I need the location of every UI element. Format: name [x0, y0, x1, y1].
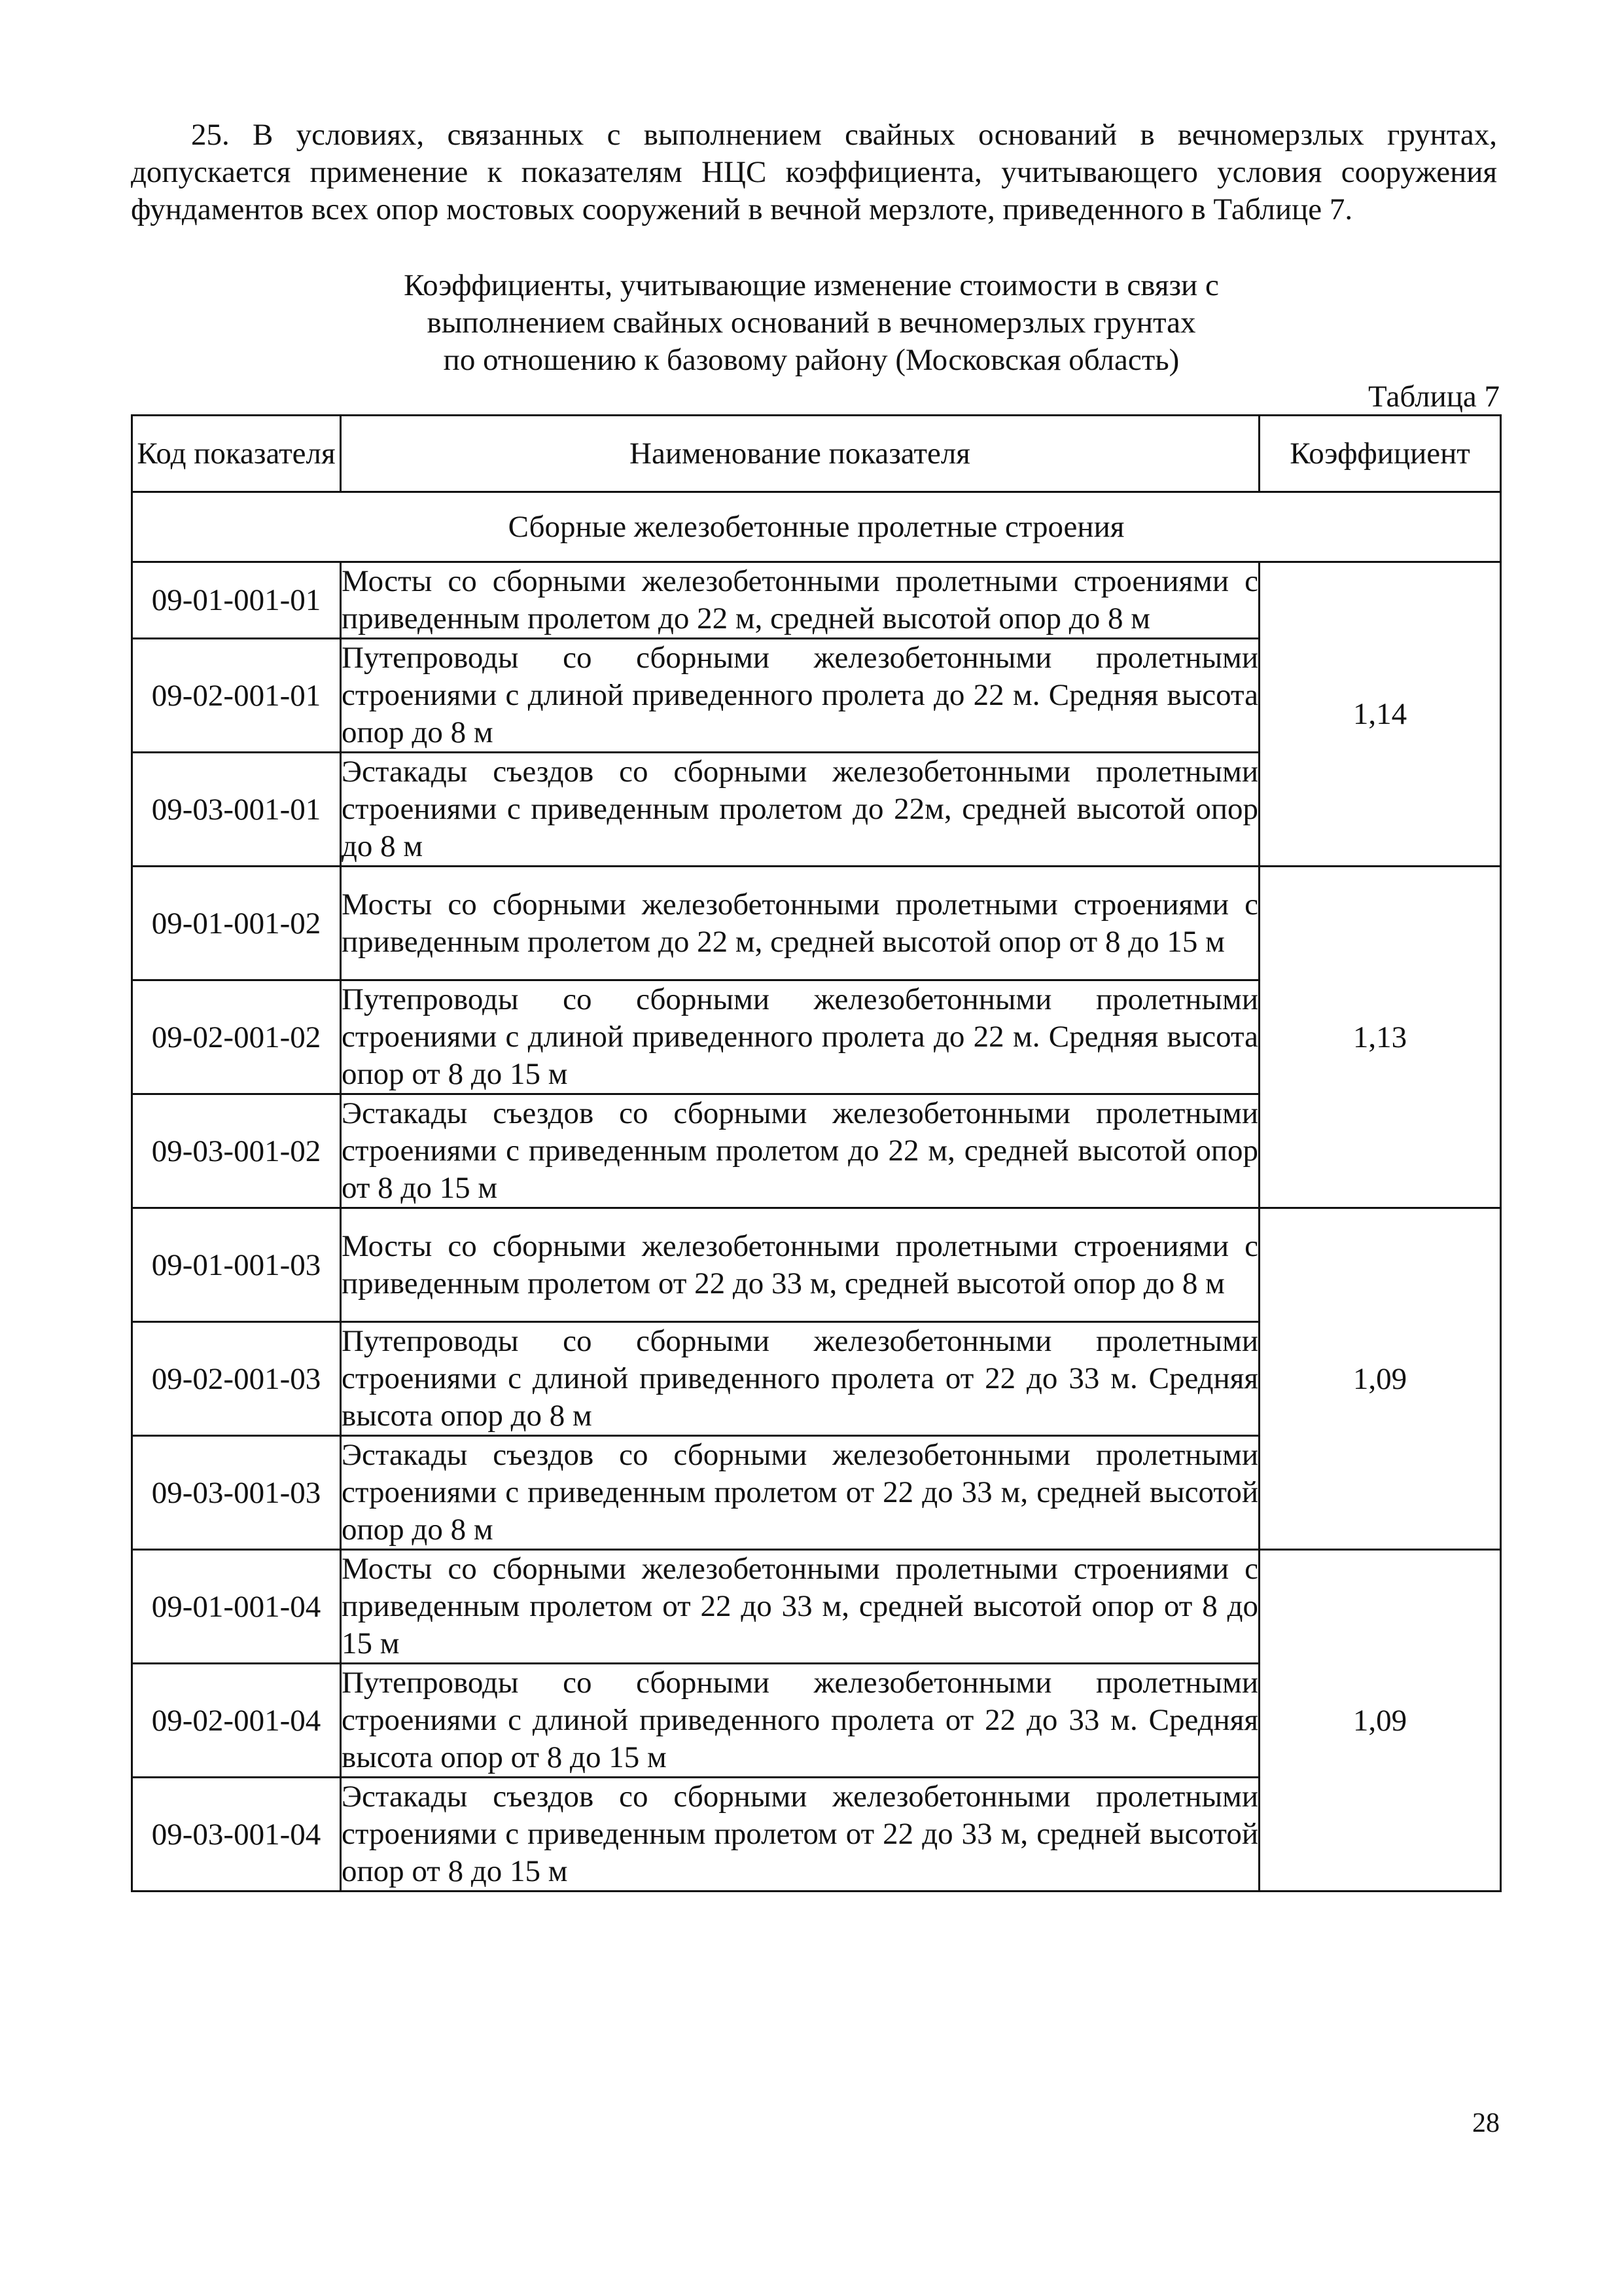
row-code: 09-02-001-02	[132, 980, 341, 1094]
row-name: Эстакады съездов со сборными железобетонными пролетными строениями с приведенным пролетом до 22м, средней высотой опор до 8 м	[341, 753, 1260, 867]
caption-line-1: Коэффициенты, учитывающие изменение стоимости в связи с	[404, 268, 1219, 302]
row-name: Эстакады съездов со сборными железобетонными пролетными строениями с приведенным пролетом от 22 до 33 м, средней высотой опор до 8 м	[341, 1436, 1260, 1550]
caption-line-3: по отношению к базовому району (Московская область)	[443, 343, 1180, 377]
row-name: Мосты со сборными железобетонными пролетными строениями с приведенным пролетом до 22 м, средней высотой опор до 8 м	[341, 562, 1260, 639]
page-number: 28	[1472, 2108, 1500, 2138]
table-row	[132, 1550, 1501, 1664]
row-coefficient: 1,09	[1260, 1208, 1501, 1550]
row-name: Путепроводы со сборными железобетонными пролетными строениями с длиной приведенного пролета до 22 м. Средняя высота опор от 8 до 15 м	[341, 980, 1260, 1094]
table-label: Таблица 7	[1368, 380, 1500, 414]
row-code: 09-03-001-01	[132, 753, 341, 867]
row-code: 09-03-001-04	[132, 1778, 341, 1892]
coefficient-table	[131, 414, 1502, 1892]
row-coefficient: 1,14	[1260, 562, 1501, 867]
row-code: 09-02-001-03	[132, 1322, 341, 1436]
row-code: 09-03-001-03	[132, 1436, 341, 1550]
row-code: 09-02-001-01	[132, 639, 341, 753]
header-coefficient: Коэффициент	[1260, 416, 1501, 492]
table-row	[132, 1208, 1501, 1322]
table-row	[132, 562, 1501, 639]
row-name: Мосты со сборными железобетонными пролетными строениями с приведенным пролетом до 22 м, средней высотой опор от 8 до 15 м	[341, 867, 1260, 980]
table-caption	[353, 267, 1269, 379]
row-code: 09-02-001-04	[132, 1664, 341, 1778]
row-name: Мосты со сборными железобетонными пролетными строениями с приведенным пролетом от 22 до 33 м, средней высотой опор от 8 до 15 м	[341, 1550, 1260, 1664]
row-name: Эстакады съездов со сборными железобетонными пролетными строениями с приведенным пролетом от 22 до 33 м, средней высотой опор от 8 до 15 м	[341, 1778, 1260, 1892]
caption-line-2: выполнением свайных оснований в вечномерзлых грунтах	[427, 306, 1196, 340]
row-coefficient: 1,09	[1260, 1550, 1501, 1892]
header-code: Код показателя	[132, 416, 341, 492]
row-name: Путепроводы со сборными железобетонными пролетными строениями с длиной приведенного пролета до 22 м. Средняя высота опор до 8 м	[341, 639, 1260, 753]
row-code: 09-01-001-03	[132, 1208, 341, 1322]
row-code: 09-01-001-02	[132, 867, 341, 980]
row-name: Путепроводы со сборными железобетонными пролетными строениями с длиной приведенного пролета от 22 до 33 м. Средняя высота опор до 8 м	[341, 1322, 1260, 1436]
intro-paragraph: 25. В условиях, связанных с выполнением свайных оснований в вечномерзлых грунтах, допускается применение к показателям НЦС коэффициента, учитывающего условия сооружения фундаментов всех опор мостовых сооружений в вечной мерзлоте, приведенного в Таблице 7.	[131, 118, 1497, 226]
row-coefficient: 1,13	[1260, 867, 1501, 1208]
row-code: 09-03-001-02	[132, 1094, 341, 1208]
section-heading: Сборные железобетонные пролетные строения	[132, 492, 1501, 562]
row-name: Мосты со сборными железобетонными пролетными строениями с приведенным пролетом от 22 до 33 м, средней высотой опор до 8 м	[341, 1208, 1260, 1322]
row-code: 09-01-001-01	[132, 562, 341, 639]
table-row	[132, 867, 1501, 980]
row-code: 09-01-001-04	[132, 1550, 341, 1664]
row-name: Путепроводы со сборными железобетонными пролетными строениями с длиной приведенного пролета от 22 до 33 м. Средняя высота опор от 8 до 15 м	[341, 1664, 1260, 1778]
header-name: Наименование показателя	[341, 416, 1260, 492]
row-name: Эстакады съездов со сборными железобетонными пролетными строениями с приведенным пролетом до 22 м, средней высотой опор от 8 до 15 м	[341, 1094, 1260, 1208]
